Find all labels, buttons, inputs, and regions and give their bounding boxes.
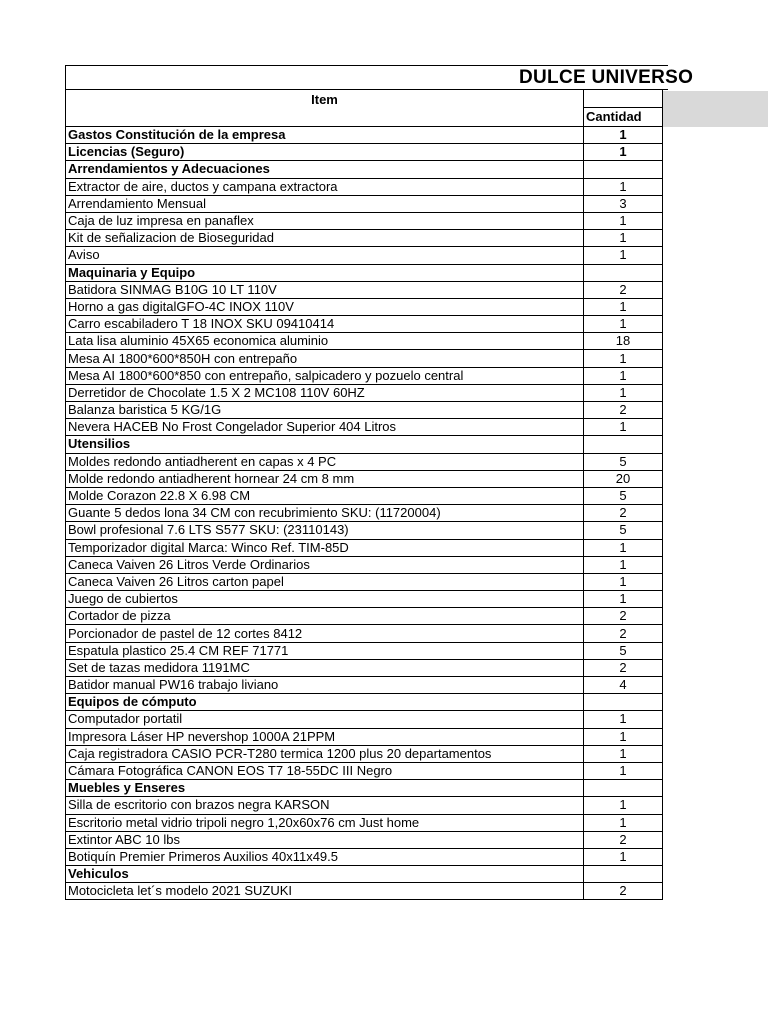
quantity-cell[interactable]: 1: [584, 350, 663, 367]
item-description-cell[interactable]: Set de tazas medidora 1191MC: [66, 659, 584, 676]
item-description-cell[interactable]: Caneca Vaiven 26 Litros carton papel: [66, 573, 584, 590]
table-row: [66, 591, 663, 608]
quantity-cell[interactable]: 18: [584, 333, 663, 350]
item-description-cell[interactable]: Temporizador digital Marca: Winco Ref. TIM-85D: [66, 539, 584, 556]
table-header: [65, 89, 668, 127]
table-row: [66, 298, 663, 315]
item-description-cell[interactable]: Batidora SINMAG B10G 10 LT 110V: [66, 281, 584, 298]
item-description-cell[interactable]: Nevera HACEB No Frost Congelador Superior 404 Litros: [66, 419, 584, 436]
quantity-cell[interactable]: 1: [584, 316, 663, 333]
quantity-cell[interactable]: 1: [584, 127, 663, 144]
quantity-cell[interactable]: [584, 780, 663, 797]
item-description-cell[interactable]: Cámara Fotográfica CANON EOS T7 18-55DC III Negro: [66, 762, 584, 779]
item-description-cell[interactable]: Vehiculos: [66, 866, 584, 883]
table-row: [66, 384, 663, 401]
item-description-cell[interactable]: Lata lisa aluminio 45X65 economica aluminio: [66, 333, 584, 350]
table-row: [66, 505, 663, 522]
item-description-cell[interactable]: Caja de luz impresa en panaflex: [66, 212, 584, 229]
quantity-cell[interactable]: 4: [584, 677, 663, 694]
table-row: [66, 350, 663, 367]
quantity-cell[interactable]: 1: [584, 539, 663, 556]
quantity-cell[interactable]: 2: [584, 402, 663, 419]
quantity-cell[interactable]: [584, 436, 663, 453]
item-description-cell[interactable]: Equipos de cómputo: [66, 694, 584, 711]
title-row: [65, 65, 694, 90]
table-row: [66, 470, 663, 487]
quantity-cell[interactable]: 5: [584, 642, 663, 659]
section-row: [66, 161, 663, 178]
quantity-cell[interactable]: 1: [584, 848, 663, 865]
quantity-cell[interactable]: 2: [584, 659, 663, 676]
item-description-cell[interactable]: Moldes redondo antiadherent en capas x 4 PC: [66, 453, 584, 470]
table-row: [66, 762, 663, 779]
quantity-cell[interactable]: 1: [584, 745, 663, 762]
item-description-cell[interactable]: Batidor manual PW16 trabajo liviano: [66, 677, 584, 694]
table-row: [66, 402, 663, 419]
blank-header-cell: [583, 89, 663, 108]
quantity-cell[interactable]: 1: [584, 711, 663, 728]
section-row: [66, 436, 663, 453]
section-row: [66, 127, 663, 144]
item-description-cell[interactable]: Mesa AI 1800*600*850 con entrepaño, salpicadero y pozuelo central: [66, 367, 584, 384]
quantity-column-header: Cantidad: [583, 107, 663, 127]
quantity-cell[interactable]: 2: [584, 625, 663, 642]
item-description-cell[interactable]: Caja registradora CASIO PCR-T280 termica 1200 plus 20 departamentos: [66, 745, 584, 762]
section-row: [66, 866, 663, 883]
item-description-cell[interactable]: Impresora Láser HP nevershop 1000A 21PPM: [66, 728, 584, 745]
quantity-cell[interactable]: [584, 694, 663, 711]
table-row: [66, 212, 663, 229]
item-description-cell[interactable]: Licencias (Seguro): [66, 144, 584, 161]
table-row: [66, 230, 663, 247]
table-row: [66, 487, 663, 504]
quantity-cell[interactable]: [584, 264, 663, 281]
table-row: [66, 677, 663, 694]
quantity-cell[interactable]: 1: [584, 298, 663, 315]
quantity-cell[interactable]: 20: [584, 470, 663, 487]
table-row: [66, 195, 663, 212]
item-description-cell[interactable]: Silla de escritorio con brazos negra KARSON: [66, 797, 584, 814]
table-row: [66, 745, 663, 762]
item-column-header: Item: [65, 89, 584, 127]
table-row: [66, 608, 663, 625]
item-description-cell[interactable]: Guante 5 dedos lona 34 CM con recubrimiento SKU: (11720004): [66, 505, 584, 522]
table-row: [66, 883, 663, 900]
item-description-cell[interactable]: Muebles y Enseres: [66, 780, 584, 797]
item-description-cell[interactable]: Botiquín Premier Primeros Auxilios 40x11x49.5: [66, 848, 584, 865]
quantity-cell[interactable]: [584, 161, 663, 178]
quantity-cell[interactable]: 1: [584, 797, 663, 814]
item-description-cell[interactable]: Gastos Constitución de la empresa: [66, 127, 584, 144]
table-row: [66, 831, 663, 848]
table-row: [66, 556, 663, 573]
quantity-cell[interactable]: 1: [584, 814, 663, 831]
item-description-cell[interactable]: Aviso: [66, 247, 584, 264]
gray-side-panel: [662, 91, 768, 127]
item-description-cell[interactable]: Motocicleta let´s modelo 2021 SUZUKI: [66, 883, 584, 900]
item-description-cell[interactable]: Extintor ABC 10 lbs: [66, 831, 584, 848]
item-description-cell[interactable]: Mesa AI 1800*600*850H con entrepaño: [66, 350, 584, 367]
section-row: [66, 694, 663, 711]
item-description-cell[interactable]: Caneca Vaiven 26 Litros Verde Ordinarios: [66, 556, 584, 573]
table-row: [66, 522, 663, 539]
section-row: [66, 264, 663, 281]
table-row: [66, 573, 663, 590]
table-row: [66, 539, 663, 556]
item-description-cell[interactable]: Maquinaria y Equipo: [66, 264, 584, 281]
table-row: [66, 316, 663, 333]
table-row: [66, 281, 663, 298]
items-table: [65, 126, 663, 900]
quantity-cell[interactable]: 2: [584, 505, 663, 522]
quantity-cell[interactable]: 5: [584, 453, 663, 470]
section-row: [66, 144, 663, 161]
table-row: [66, 367, 663, 384]
items-table-body: [66, 127, 663, 900]
quantity-cell[interactable]: 1: [584, 247, 663, 264]
table-row: [66, 659, 663, 676]
item-description-cell[interactable]: Computador portatil: [66, 711, 584, 728]
item-description-cell[interactable]: Porcionador de pastel de 12 cortes 8412: [66, 625, 584, 642]
quantity-cell[interactable]: 1: [584, 384, 663, 401]
item-description-cell[interactable]: Arrendamientos y Adecuaciones: [66, 161, 584, 178]
quantity-cell[interactable]: 1: [584, 230, 663, 247]
quantity-cell[interactable]: 1: [584, 591, 663, 608]
table-row: [66, 814, 663, 831]
table-row: [66, 711, 663, 728]
table-row: [66, 178, 663, 195]
item-description-cell[interactable]: Kit de señalizacion de Bioseguridad: [66, 230, 584, 247]
item-description-cell[interactable]: Derretidor de Chocolate 1.5 X 2 MC108 110V 60HZ: [66, 384, 584, 401]
quantity-cell[interactable]: 1: [584, 728, 663, 745]
quantity-cell[interactable]: 2: [584, 281, 663, 298]
item-description-cell[interactable]: Juego de cubiertos: [66, 591, 584, 608]
table-row: [66, 625, 663, 642]
item-description-cell[interactable]: Balanza baristica 5 KG/1G: [66, 402, 584, 419]
quantity-cell[interactable]: 1: [584, 367, 663, 384]
table-row: [66, 642, 663, 659]
item-description-cell[interactable]: Utensilios: [66, 436, 584, 453]
item-description-cell[interactable]: Molde Corazon 22.8 X 6.98 CM: [66, 487, 584, 504]
quantity-cell[interactable]: 3: [584, 195, 663, 212]
quantity-cell[interactable]: 2: [584, 883, 663, 900]
item-description-cell[interactable]: Escritorio metal vidrio tripoli negro 1,20x60x76 cm Just home: [66, 814, 584, 831]
quantity-cell[interactable]: 1: [584, 178, 663, 195]
quantity-cell[interactable]: 5: [584, 522, 663, 539]
table-row: [66, 247, 663, 264]
quantity-cell[interactable]: 1: [584, 573, 663, 590]
item-description-cell[interactable]: Cortador de pizza: [66, 608, 584, 625]
table-row: [66, 797, 663, 814]
table-row: [66, 728, 663, 745]
item-description-cell[interactable]: Molde redondo antiadherent hornear 24 cm 8 mm: [66, 470, 584, 487]
item-description-cell[interactable]: Bowl profesional 7.6 LTS S577 SKU: (23110143): [66, 522, 584, 539]
section-row: [66, 780, 663, 797]
sheet-title: DULCE UNIVERSO: [519, 67, 694, 88]
table-row: [66, 419, 663, 436]
quantity-cell[interactable]: 1: [584, 212, 663, 229]
table-row: [66, 333, 663, 350]
item-description-cell[interactable]: Espatula plastico 25.4 CM REF 71771: [66, 642, 584, 659]
quantity-cell[interactable]: 2: [584, 608, 663, 625]
item-description-cell[interactable]: Arrendamiento Mensual: [66, 195, 584, 212]
quantity-cell[interactable]: 2: [584, 831, 663, 848]
quantity-cell[interactable]: 1: [584, 144, 663, 161]
quantity-cell[interactable]: 5: [584, 487, 663, 504]
item-description-cell[interactable]: Carro escabiladero T 18 INOX SKU 09410414: [66, 316, 584, 333]
quantity-cell[interactable]: 1: [584, 556, 663, 573]
quantity-cell[interactable]: 1: [584, 419, 663, 436]
table-row: [66, 453, 663, 470]
item-description-cell[interactable]: Extractor de aire, ductos y campana extractora: [66, 178, 584, 195]
quantity-cell[interactable]: [584, 866, 663, 883]
item-description-cell[interactable]: Horno a gas digitalGFO-4C INOX 110V: [66, 298, 584, 315]
quantity-cell[interactable]: 1: [584, 762, 663, 779]
table-row: [66, 848, 663, 865]
